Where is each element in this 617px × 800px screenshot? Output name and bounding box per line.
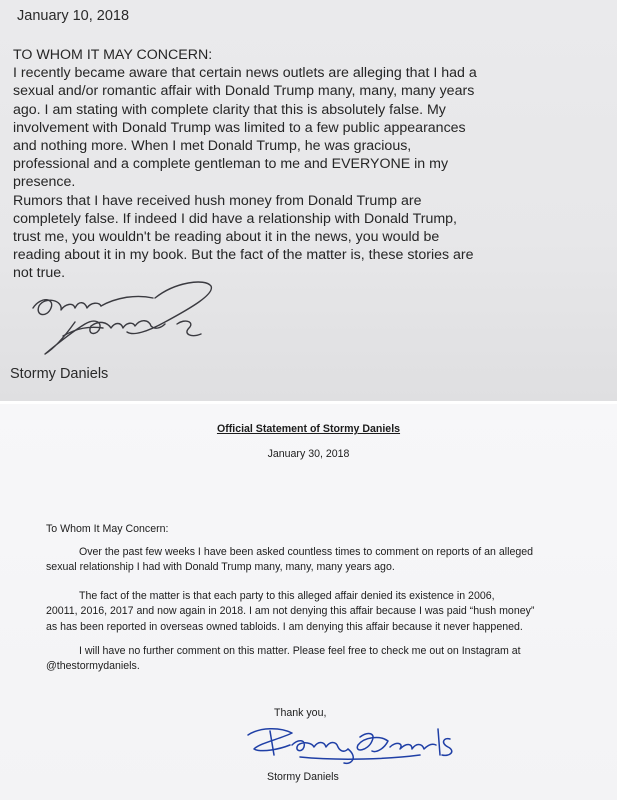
- letter-line: reading about it in my book. But the fact of the matter is, these stories are: [13, 247, 474, 264]
- official-statement: [0, 404, 617, 800]
- paragraph-line: 20011, 2016, 2017 and now again in 2018. I am not denying this affair because I was paid “hush money”: [46, 605, 535, 618]
- signer-name: Stormy Daniels: [267, 771, 339, 783]
- paragraph-line: I will have no further comment on this matter. Please feel free to check me out on Instagram at: [79, 645, 521, 657]
- statement-title: Official Statement of Stormy Daniels: [216, 423, 401, 435]
- letter-line: and nothing more. When I met Donald Trump, he was gracious,: [13, 138, 412, 155]
- letter-line: professional and a complete gentleman to me and EVERYONE in my: [13, 156, 449, 173]
- letter-line: Rumors that I have received hush money from Donald Trump are: [13, 192, 422, 209]
- letter-body: [13, 46, 583, 283]
- paragraph-2: [46, 589, 566, 635]
- letter-line: ago. I am stating with complete clarity that this is absolutely false. My: [13, 101, 446, 118]
- paragraph-line: sexual relationship I had with Donald Trump many, many, many years ago.: [46, 561, 395, 574]
- paragraph-line: The fact of the matter is that each party to this alleged affair denied its existence in 2006,: [79, 590, 495, 602]
- handwritten-signature: [15, 278, 225, 358]
- handwritten-signature: [240, 717, 470, 767]
- letter-line: I recently became aware that certain news outlets are alleging that I had a: [13, 65, 477, 82]
- letter-line: TO WHOM IT MAY CONCERN:: [13, 47, 213, 63]
- letter-line: presence.: [13, 174, 76, 191]
- paragraph-line: as has been reported in overseas owned tabloids. I am denying this affair because it never happened.: [46, 620, 523, 633]
- paragraph-line: @thestormydaniels.: [46, 660, 140, 673]
- letter-date: January 10, 2018: [17, 8, 130, 24]
- letter-line: not true.: [13, 265, 66, 282]
- letter-line: completely false. If indeed I did have a relationship with Donald Trump,: [13, 210, 457, 227]
- paragraph-1: [46, 545, 566, 576]
- paragraph-line: Over the past few weeks I have been asked countless times to comment on reports of an alleged: [79, 546, 534, 558]
- signer-name: Stormy Daniels: [10, 366, 109, 382]
- letter-line: sexual and/or romantic affair with Donald Trump many, many, many years: [13, 83, 475, 100]
- letter-line: involvement with Donald Trump was limited to a few public appearances: [13, 119, 466, 136]
- letter-line: trust me, you wouldn't be reading about it in the news, you would be: [13, 229, 440, 246]
- salutation: To Whom It May Concern:: [46, 523, 169, 535]
- closing: Thank you,: [274, 707, 327, 719]
- paragraph-3: [46, 644, 566, 675]
- statement-date: January 30, 2018: [267, 448, 350, 460]
